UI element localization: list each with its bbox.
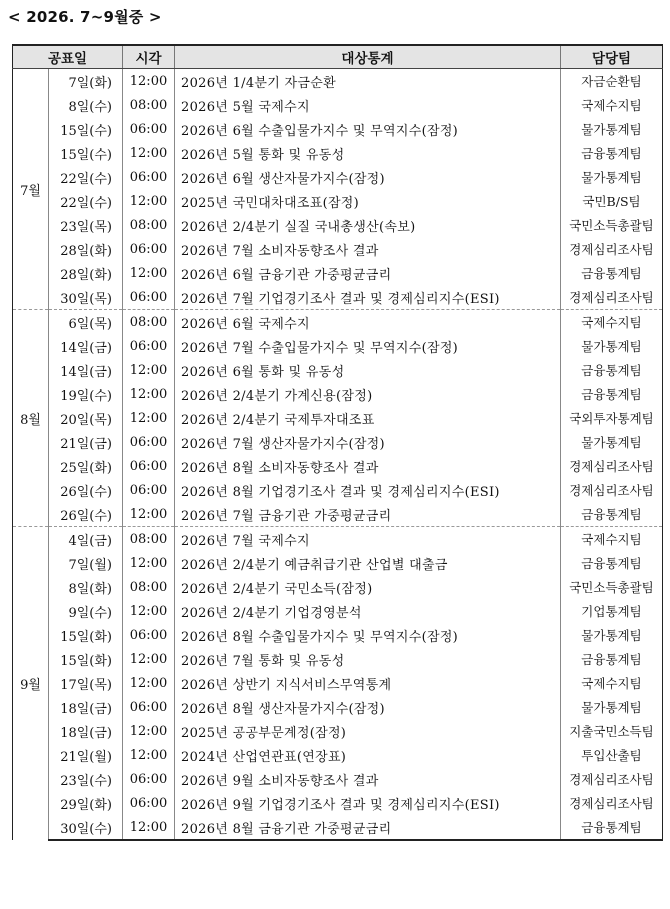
release-time-cell: 06:00 xyxy=(123,237,175,261)
table-row xyxy=(13,310,663,335)
release-date-cell: 30일(목) xyxy=(49,285,123,310)
table-row xyxy=(13,767,663,791)
release-date-cell: 18일(금) xyxy=(49,719,123,743)
table-row xyxy=(13,237,663,261)
statistic-name-cell: 2024년 산업연관표(연장표) xyxy=(175,743,561,767)
release-date-cell: 18일(금) xyxy=(49,695,123,719)
table-row xyxy=(13,478,663,502)
table-row xyxy=(13,623,663,647)
release-time-cell: 08:00 xyxy=(123,575,175,599)
statistic-name-cell: 2026년 2/4분기 예금취급기관 산업별 대출금 xyxy=(175,551,561,575)
release-time-cell: 12:00 xyxy=(123,502,175,527)
table-row xyxy=(13,815,663,840)
statistic-name-cell: 2026년 7월 통화 및 유동성 xyxy=(175,647,561,671)
release-date-cell: 8일(화) xyxy=(49,575,123,599)
statistic-name-cell: 2026년 5월 통화 및 유동성 xyxy=(175,141,561,165)
team-cell: 국민소득총괄팀 xyxy=(561,575,663,599)
table-row xyxy=(13,93,663,117)
table-row xyxy=(13,575,663,599)
release-time-cell: 08:00 xyxy=(123,527,175,552)
release-time-cell: 08:00 xyxy=(123,213,175,237)
statistic-name-cell: 2026년 7월 기업경기조사 결과 및 경제심리지수(ESI) xyxy=(175,285,561,310)
release-time-cell: 12:00 xyxy=(123,406,175,430)
statistic-name-cell: 2026년 7월 수출입물가지수 및 무역지수(잠정) xyxy=(175,334,561,358)
release-date-cell: 6일(목) xyxy=(49,310,123,335)
statistic-name-cell: 2026년 6월 국제수지 xyxy=(175,310,561,335)
release-time-cell: 12:00 xyxy=(123,671,175,695)
release-date-cell: 7일(월) xyxy=(49,551,123,575)
team-cell: 경제심리조사팀 xyxy=(561,285,663,310)
statistic-name-cell: 2026년 8월 기업경기조사 결과 및 경제심리지수(ESI) xyxy=(175,478,561,502)
release-time-cell: 12:00 xyxy=(123,69,175,94)
release-time-cell: 06:00 xyxy=(123,430,175,454)
release-date-cell: 14일(금) xyxy=(49,334,123,358)
release-time-cell: 12:00 xyxy=(123,647,175,671)
column-header-team: 담당팀 xyxy=(561,45,663,69)
team-cell: 자금순환팀 xyxy=(561,69,663,94)
release-time-cell: 12:00 xyxy=(123,141,175,165)
table-row xyxy=(13,695,663,719)
release-date-cell: 14일(금) xyxy=(49,358,123,382)
team-cell: 경제심리조사팀 xyxy=(561,791,663,815)
team-cell: 금융통계팀 xyxy=(561,647,663,671)
release-date-cell: 26일(수) xyxy=(49,502,123,527)
release-time-cell: 06:00 xyxy=(123,767,175,791)
table-row xyxy=(13,406,663,430)
statistic-name-cell: 2026년 상반기 지식서비스무역통계 xyxy=(175,671,561,695)
month-group xyxy=(13,69,663,310)
release-date-cell: 8일(수) xyxy=(49,93,123,117)
table-row xyxy=(13,189,663,213)
statistic-name-cell: 2026년 7월 금융기관 가중평균금리 xyxy=(175,502,561,527)
release-time-cell: 06:00 xyxy=(123,623,175,647)
release-time-cell: 06:00 xyxy=(123,454,175,478)
release-date-cell: 7일(화) xyxy=(49,69,123,94)
team-cell: 금융통계팀 xyxy=(561,358,663,382)
statistic-name-cell: 2026년 8월 금융기관 가중평균금리 xyxy=(175,815,561,840)
column-header-statistic: 대상통계 xyxy=(175,45,561,69)
month-group xyxy=(13,527,663,841)
team-cell: 물가통계팀 xyxy=(561,117,663,141)
table-row xyxy=(13,285,663,310)
statistic-name-cell: 2026년 7월 국제수지 xyxy=(175,527,561,552)
statistic-name-cell: 2026년 9월 소비자동향조사 결과 xyxy=(175,767,561,791)
statistic-name-cell: 2026년 2/4분기 실질 국내총생산(속보) xyxy=(175,213,561,237)
release-date-cell: 23일(수) xyxy=(49,767,123,791)
team-cell: 경제심리조사팀 xyxy=(561,767,663,791)
statistic-name-cell: 2026년 1/4분기 자금순환 xyxy=(175,69,561,94)
table-row xyxy=(13,599,663,623)
table-row xyxy=(13,165,663,189)
release-date-cell: 22일(수) xyxy=(49,165,123,189)
release-time-cell: 06:00 xyxy=(123,695,175,719)
table-row xyxy=(13,382,663,406)
table-row xyxy=(13,454,663,478)
release-date-cell: 26일(수) xyxy=(49,478,123,502)
team-cell: 물가통계팀 xyxy=(561,623,663,647)
release-time-cell: 06:00 xyxy=(123,334,175,358)
statistic-name-cell: 2026년 6월 통화 및 유동성 xyxy=(175,358,561,382)
team-cell: 금융통계팀 xyxy=(561,551,663,575)
release-date-cell: 30일(수) xyxy=(49,815,123,840)
table-row xyxy=(13,671,663,695)
release-time-cell: 12:00 xyxy=(123,599,175,623)
statistic-name-cell: 2026년 8월 생산자물가지수(잠정) xyxy=(175,695,561,719)
team-cell: 지출국민소득팀 xyxy=(561,719,663,743)
table-row xyxy=(13,334,663,358)
statistic-name-cell: 2026년 7월 생산자물가지수(잠정) xyxy=(175,430,561,454)
team-cell: 국제수지팀 xyxy=(561,671,663,695)
release-date-cell: 15일(수) xyxy=(49,141,123,165)
team-cell: 국제수지팀 xyxy=(561,310,663,335)
table-row xyxy=(13,647,663,671)
month-group xyxy=(13,310,663,527)
release-time-cell: 12:00 xyxy=(123,189,175,213)
team-cell: 투입산출팀 xyxy=(561,743,663,767)
release-date-cell: 29일(화) xyxy=(49,791,123,815)
release-date-cell: 15일(화) xyxy=(49,647,123,671)
release-time-cell: 08:00 xyxy=(123,310,175,335)
release-time-cell: 06:00 xyxy=(123,117,175,141)
table-row xyxy=(13,430,663,454)
table-header-row xyxy=(13,45,663,69)
team-cell: 국민B/S팀 xyxy=(561,189,663,213)
release-time-cell: 06:00 xyxy=(123,478,175,502)
team-cell: 경제심리조사팀 xyxy=(561,237,663,261)
release-time-cell: 12:00 xyxy=(123,815,175,840)
release-date-cell: 21일(금) xyxy=(49,430,123,454)
team-cell: 금융통계팀 xyxy=(561,815,663,840)
team-cell: 물가통계팀 xyxy=(561,334,663,358)
team-cell: 국제수지팀 xyxy=(561,527,663,552)
release-date-cell: 15일(수) xyxy=(49,117,123,141)
release-time-cell: 08:00 xyxy=(123,93,175,117)
month-label: 7월 xyxy=(13,69,49,310)
table-row xyxy=(13,791,663,815)
statistic-name-cell: 2026년 2/4분기 국민소득(잠정) xyxy=(175,575,561,599)
release-time-cell: 12:00 xyxy=(123,261,175,285)
statistic-name-cell: 2026년 8월 수출입물가지수 및 무역지수(잠정) xyxy=(175,623,561,647)
team-cell: 국민소득총괄팀 xyxy=(561,213,663,237)
table-row xyxy=(13,213,663,237)
release-date-cell: 25일(화) xyxy=(49,454,123,478)
release-date-cell: 17일(목) xyxy=(49,671,123,695)
statistic-name-cell: 2026년 6월 금융기관 가중평균금리 xyxy=(175,261,561,285)
team-cell: 국외투자통계팀 xyxy=(561,406,663,430)
release-time-cell: 12:00 xyxy=(123,382,175,406)
release-date-cell: 22일(수) xyxy=(49,189,123,213)
statistic-name-cell: 2025년 국민대차대조표(잠정) xyxy=(175,189,561,213)
statistic-name-cell: 2025년 공공부문계정(잠정) xyxy=(175,719,561,743)
table-row xyxy=(13,69,663,94)
month-label: 8월 xyxy=(13,310,49,527)
release-date-cell: 28일(화) xyxy=(49,261,123,285)
team-cell: 물가통계팀 xyxy=(561,430,663,454)
team-cell: 물가통계팀 xyxy=(561,165,663,189)
team-cell: 경제심리조사팀 xyxy=(561,478,663,502)
team-cell: 경제심리조사팀 xyxy=(561,454,663,478)
release-date-cell: 19일(수) xyxy=(49,382,123,406)
statistic-name-cell: 2026년 2/4분기 가계신용(잠정) xyxy=(175,382,561,406)
release-time-cell: 12:00 xyxy=(123,358,175,382)
release-date-cell: 9일(수) xyxy=(49,599,123,623)
release-schedule-table xyxy=(12,44,663,841)
team-cell: 금융통계팀 xyxy=(561,261,663,285)
release-date-cell: 20일(목) xyxy=(49,406,123,430)
release-date-cell: 15일(화) xyxy=(49,623,123,647)
release-time-cell: 12:00 xyxy=(123,719,175,743)
statistic-name-cell: 2026년 2/4분기 기업경영분석 xyxy=(175,599,561,623)
table-row xyxy=(13,358,663,382)
table-row xyxy=(13,117,663,141)
table-row xyxy=(13,743,663,767)
release-time-cell: 06:00 xyxy=(123,285,175,310)
team-cell: 국제수지팀 xyxy=(561,93,663,117)
statistic-name-cell: 2026년 6월 수출입물가지수 및 무역지수(잠정) xyxy=(175,117,561,141)
statistic-name-cell: 2026년 5월 국제수지 xyxy=(175,93,561,117)
statistic-name-cell: 2026년 2/4분기 국제투자대조표 xyxy=(175,406,561,430)
release-time-cell: 06:00 xyxy=(123,791,175,815)
month-label: 9월 xyxy=(13,527,49,841)
statistic-name-cell: 2026년 8월 소비자동향조사 결과 xyxy=(175,454,561,478)
statistic-name-cell: 2026년 9월 기업경기조사 결과 및 경제심리지수(ESI) xyxy=(175,791,561,815)
release-time-cell: 12:00 xyxy=(123,743,175,767)
release-time-cell: 12:00 xyxy=(123,551,175,575)
column-header-time: 시각 xyxy=(123,45,175,69)
table-row xyxy=(13,502,663,527)
table-row xyxy=(13,527,663,552)
team-cell: 금융통계팀 xyxy=(561,382,663,406)
statistic-name-cell: 2026년 7월 소비자동향조사 결과 xyxy=(175,237,561,261)
table-row xyxy=(13,141,663,165)
page-title: < 2026. 7~9월중 > xyxy=(8,8,162,26)
statistic-name-cell: 2026년 6월 생산자물가지수(잠정) xyxy=(175,165,561,189)
release-date-cell: 23일(목) xyxy=(49,213,123,237)
release-date-cell: 21일(월) xyxy=(49,743,123,767)
team-cell: 기업통계팀 xyxy=(561,599,663,623)
team-cell: 금융통계팀 xyxy=(561,141,663,165)
release-date-cell: 28일(화) xyxy=(49,237,123,261)
release-date-cell: 4일(금) xyxy=(49,527,123,552)
team-cell: 물가통계팀 xyxy=(561,695,663,719)
release-time-cell: 06:00 xyxy=(123,165,175,189)
column-header-release-date: 공표일 xyxy=(13,45,123,69)
table-row xyxy=(13,551,663,575)
team-cell: 금융통계팀 xyxy=(561,502,663,527)
table-row xyxy=(13,719,663,743)
table-row xyxy=(13,261,663,285)
